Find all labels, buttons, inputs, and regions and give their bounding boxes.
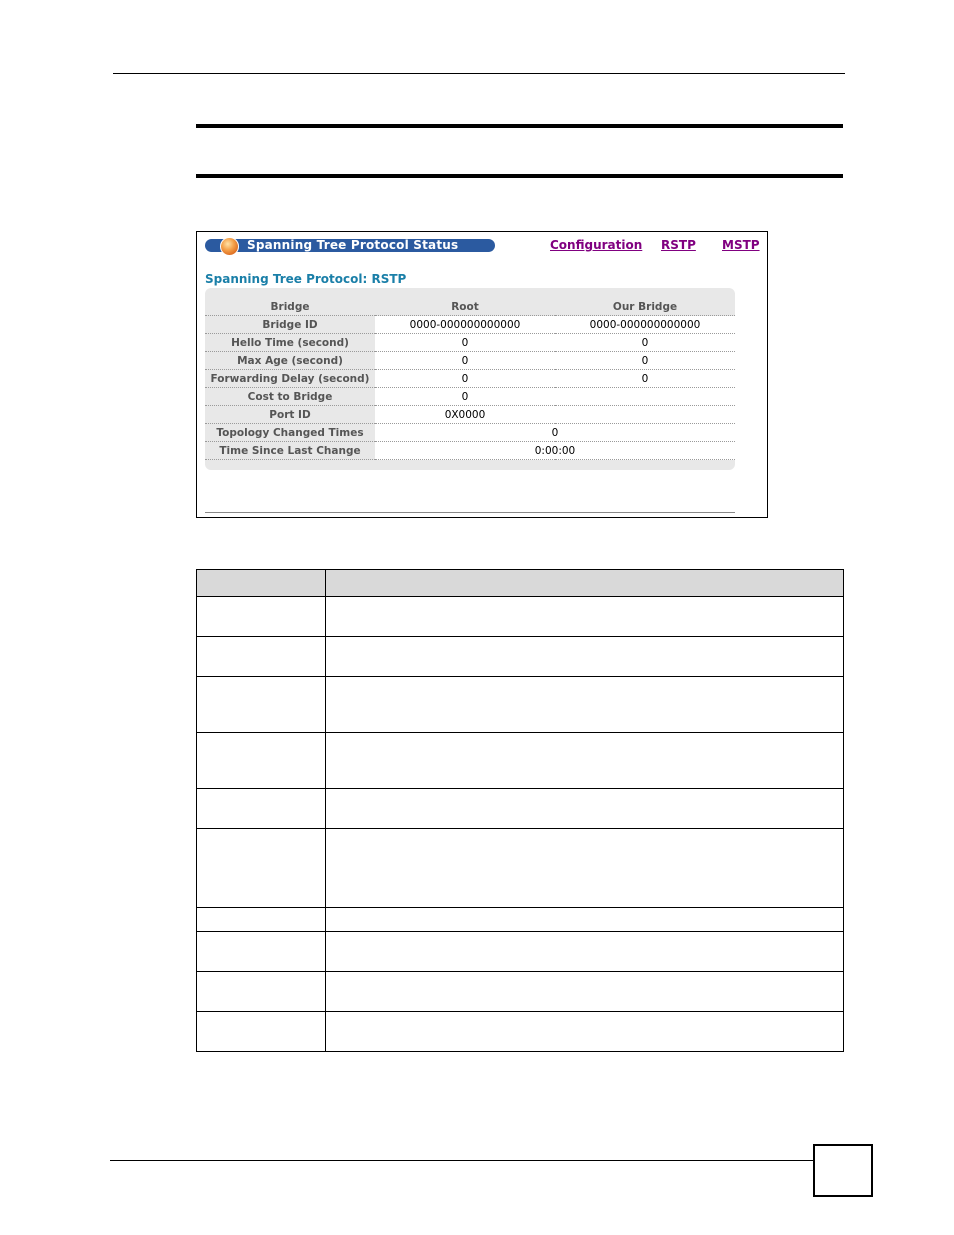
screen-title: Spanning Tree Protocol Status xyxy=(247,238,459,252)
grid-row xyxy=(205,388,735,406)
stp-status-screenshot xyxy=(196,231,768,518)
row-label: Hello Time (second) xyxy=(205,334,375,352)
span-value: 0 xyxy=(375,424,735,442)
table-row xyxy=(197,677,844,733)
table-row xyxy=(197,733,844,789)
col-root: Root xyxy=(375,298,555,316)
configuration-link[interactable]: Configuration xyxy=(550,238,643,252)
section-rule-bottom xyxy=(196,174,843,178)
page-number-box xyxy=(813,1144,873,1197)
our-value: 0 xyxy=(555,370,735,388)
grid-row xyxy=(205,442,735,460)
root-value: 0 xyxy=(375,334,555,352)
table-row xyxy=(197,829,844,908)
span-value: 0:00:00 xyxy=(375,442,735,460)
table-row xyxy=(197,932,844,972)
row-label: Port ID xyxy=(205,406,375,424)
grid-row xyxy=(205,334,735,352)
row-label: Max Age (second) xyxy=(205,352,375,370)
mstp-link[interactable]: MSTP xyxy=(722,238,760,252)
grid-header-row xyxy=(205,298,735,316)
our-value xyxy=(555,388,735,406)
col-our-bridge: Our Bridge xyxy=(555,298,735,316)
table-row xyxy=(197,1012,844,1052)
table-row xyxy=(197,637,844,677)
grid-row xyxy=(205,316,735,334)
root-value: 0 xyxy=(375,370,555,388)
header-rule xyxy=(113,73,845,74)
root-value: 0000-000000000000 xyxy=(375,316,555,334)
title-bar xyxy=(205,239,495,252)
table-row xyxy=(197,908,844,932)
row-label: Time Since Last Change xyxy=(205,442,375,460)
table-row xyxy=(197,789,844,829)
our-value xyxy=(555,406,735,424)
grid-row xyxy=(205,424,735,442)
table-header-row xyxy=(197,570,844,597)
grid-row xyxy=(205,352,735,370)
row-label: Cost to Bridge xyxy=(205,388,375,406)
grid-row xyxy=(205,370,735,388)
row-label: Forwarding Delay (second) xyxy=(205,370,375,388)
our-value: 0 xyxy=(555,334,735,352)
our-value: 0000-000000000000 xyxy=(555,316,735,334)
row-label: Topology Changed Times xyxy=(205,424,375,442)
rstp-link[interactable]: RSTP xyxy=(661,238,696,252)
footer-rule xyxy=(110,1160,814,1161)
row-label: Bridge ID xyxy=(205,316,375,334)
root-value: 0 xyxy=(375,388,555,406)
our-value: 0 xyxy=(555,352,735,370)
orb-icon xyxy=(220,237,239,256)
table-row xyxy=(197,597,844,637)
protocol-heading: Spanning Tree Protocol: RSTP xyxy=(205,272,407,286)
root-value: 0 xyxy=(375,352,555,370)
table-row xyxy=(197,972,844,1012)
col-bridge: Bridge xyxy=(205,298,375,316)
description-table xyxy=(196,569,844,1052)
root-value: 0X0000 xyxy=(375,406,555,424)
status-grid xyxy=(205,288,735,470)
screenshot-bottom-rule xyxy=(205,512,735,513)
grid-row xyxy=(205,406,735,424)
section-rule-top xyxy=(196,124,843,128)
